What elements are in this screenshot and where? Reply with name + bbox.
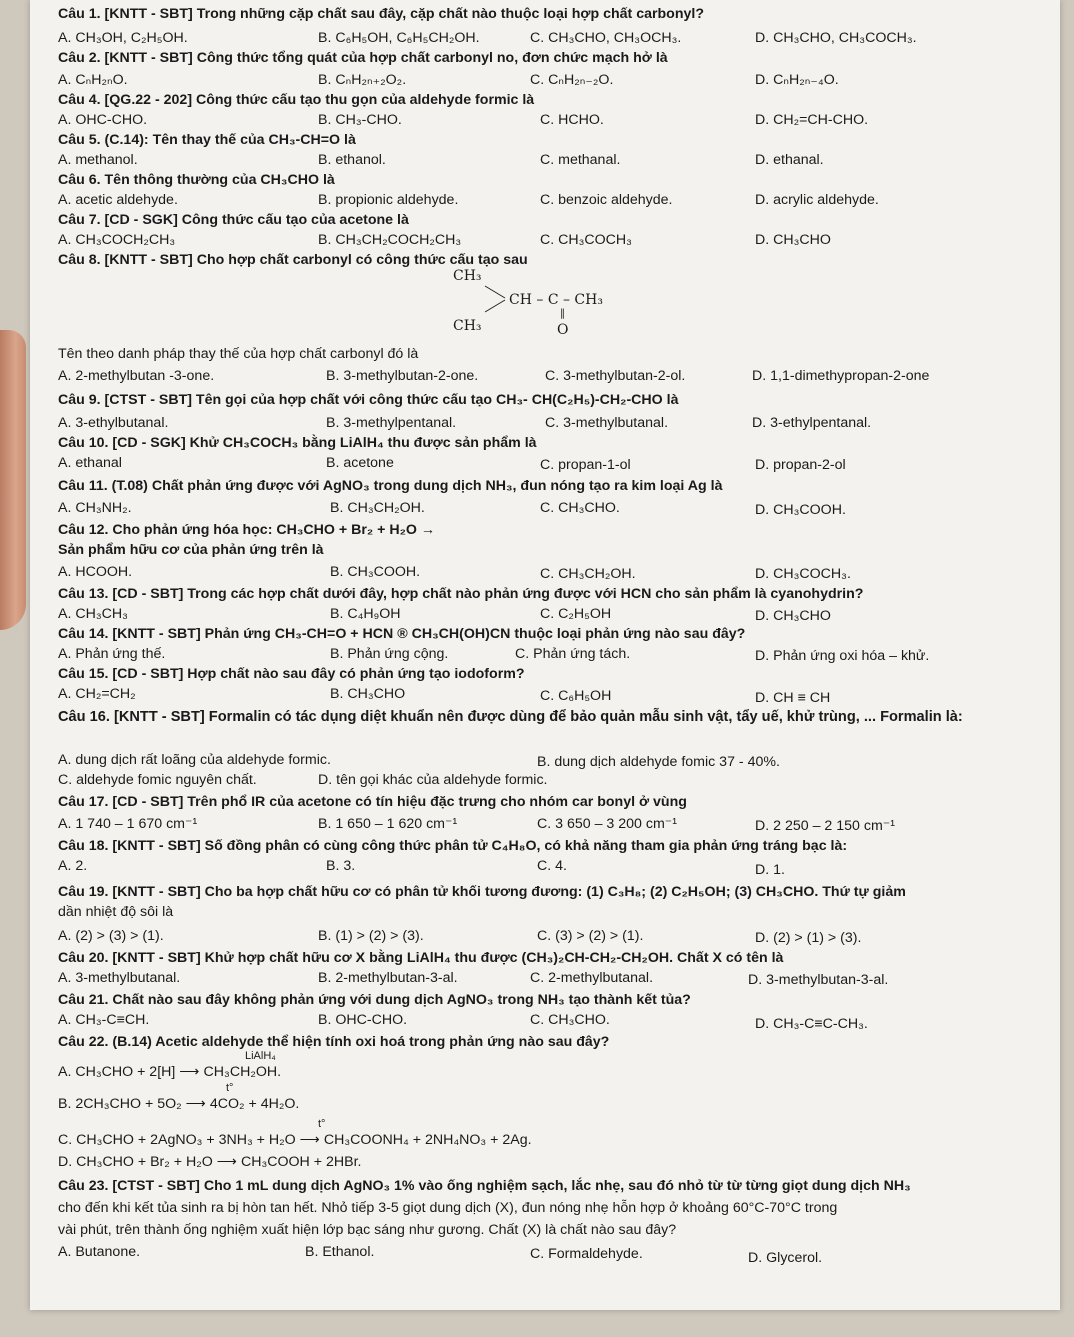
formula-oxygen: O [557, 322, 569, 338]
option-9b: B. acetone [326, 455, 394, 471]
option-4a: A. methanol. [58, 152, 138, 168]
option-5b: B. propionic aldehyde. [318, 192, 459, 208]
option-4c: C. methanal. [540, 152, 621, 168]
option-10b: B. CH₃CH₂OH. [330, 500, 425, 516]
option-16b: B. 1 650 – 1 620 cm⁻¹ [318, 816, 458, 832]
option-12d: D. CH₃CHO [755, 608, 831, 624]
question-2: Câu 2. [KNTT - SBT] Công thức tổng quát của hợp chất carbonyl no, đơn chức mạch hở là [58, 50, 668, 66]
option-16a: A. 1 740 – 1 670 cm⁻¹ [58, 816, 198, 832]
option-9d: D. propan-2-ol [755, 457, 846, 473]
question-11: Câu 12. Cho phản ứng hóa học: CH₃CHO + Br₂ + H₂O → [58, 522, 436, 538]
option-10d: D. CH₃COOH. [755, 502, 846, 518]
option-22a: A. Butanone. [58, 1244, 141, 1260]
option-21b: B. 2CH₃CHO + 5O₂ ⟶ 4CO₂ + 4H₂O. [58, 1096, 300, 1112]
option-20d: D. CH₃-C≡C-CH₃. [755, 1016, 868, 1032]
option-6d: D. CH₃CHO [755, 232, 831, 248]
option-7d: D. 1,1-dimethypropan-2-one [752, 368, 930, 384]
option-3c: C. HCHO. [540, 112, 604, 128]
option-4d: D. ethanal. [755, 152, 824, 168]
option-13a: A. Phản ứng thế. [58, 646, 166, 662]
option-14d: D. CH ≡ CH [755, 690, 831, 706]
option-20a: A. CH₃-C≡CH. [58, 1012, 150, 1028]
question-12: Câu 13. [CD - SBT] Trong các hợp chất dưới đây, hợp chất nào phản ứng được với HCN cho sản phẩm là cyanohydrin? [58, 586, 864, 602]
option-15a: A. dung dịch rất loãng của aldehyde formic. [58, 752, 331, 768]
question-17: Câu 18. [KNTT - SBT] Số đồng phân có cùng công thức phân tử C₄H₈O, có khả năng tham gia phản ứng tráng bạc là: [58, 838, 848, 854]
formula-double-bond: ‖ [560, 308, 565, 319]
option-17d: D. 1. [755, 862, 785, 878]
option-3a: A. OHC-CHO. [58, 112, 148, 128]
option-1a: A. CH₃OH, C₂H₅OH. [58, 30, 188, 46]
question-13: Câu 14. [KNTT - SBT] Phản ứng CH₃-CH=O + HCN ® CH₃CH(OH)CN thuộc loại phản ứng nào sau đây? [58, 626, 746, 642]
option-14c: C. C₆H₅OH [540, 688, 612, 704]
option-11b: B. CH₃COOH. [330, 564, 421, 580]
option-13b: B. Phản ứng cộng. [330, 646, 449, 662]
option-16d: D. 2 250 – 2 150 cm⁻¹ [755, 818, 895, 834]
option-21a-condition: LiAlH₄ [245, 1050, 276, 1062]
option-2a: A. CₙH₂ₙO. [58, 72, 128, 88]
option-2d: D. CₙH₂ₙ₋₄O. [755, 72, 839, 88]
formula-ch3-bottom: CH₃ [453, 318, 482, 334]
question-5: Câu 6. Tên thông thường của CH₃CHO là [58, 172, 335, 188]
option-2b: B. CₙH₂ₙ₊₂O₂. [318, 72, 407, 88]
option-10c: C. CH₃CHO. [540, 500, 620, 516]
option-3d: D. CH₂=CH-CHO. [755, 112, 869, 128]
option-21a: A. CH₃CHO + 2[H] ⟶ CH₃CH₂OH. [58, 1064, 282, 1080]
option-18c: C. (3) > (2) > (1). [537, 928, 644, 944]
option-7a: A. 2-methylbutan -3-one. [58, 368, 215, 384]
option-18b: B. (1) > (2) > (3). [318, 928, 424, 944]
option-18d: D. (2) > (1) > (3). [755, 930, 862, 946]
option-8b: B. 3-methylpentanal. [326, 415, 457, 431]
option-18a: A. (2) > (3) > (1). [58, 928, 164, 944]
question-4: Câu 5. (C.14): Tên thay thế của CH₃-CH=O là [58, 132, 356, 148]
option-5a: A. acetic aldehyde. [58, 192, 178, 208]
option-21d: D. CH₃CHO + Br₂ + H₂O ⟶ CH₃COOH + 2HBr. [58, 1154, 362, 1170]
option-14b: B. CH₃CHO [330, 686, 406, 702]
option-3b: B. CH₃-CHO. [318, 112, 402, 128]
option-6c: C. CH₃COCH₃ [540, 232, 632, 248]
hand-holding-paper [0, 330, 26, 630]
option-19c: C. 2-methylbutanal. [530, 970, 654, 986]
question-22-stem3: vài phút, trên thành ống nghiệm xuất hiện lớp bạc sáng như gương. Chất (X) là chất nào sau đây? [58, 1222, 677, 1238]
question-11-stem2: Sản phẩm hữu cơ của phản ứng trên là [58, 542, 324, 558]
option-9c: C. propan-1-ol [540, 457, 631, 473]
option-19a: A. 3-methylbutanal. [58, 970, 181, 986]
option-15b: B. dung dịch aldehyde fomic 37 - 40%. [537, 754, 780, 770]
option-1b: B. C₆H₅OH, C₆H₅CH₂OH. [318, 30, 480, 46]
question-21: Câu 22. (B.14) Acetic aldehyde thể hiện tính oxi hoá trong phản ứng nào sau đây? [58, 1034, 610, 1050]
question-15: Câu 16. [KNTT - SBT] Formalin có tác dụng diệt khuẩn nên được dùng để bảo quản mẫu sinh vật, tẩy uế, khử trùng, ... Formalin là: [58, 709, 963, 725]
question-7-stem2: Tên theo danh pháp thay thế của hợp chất carbonyl đó là [58, 346, 419, 362]
option-9a: A. ethanal [58, 455, 122, 471]
option-13d: D. Phản ứng oxi hóa – khử. [755, 648, 930, 664]
question-20: Câu 21. Chất nào sau đây không phản ứng với dung dịch AgNO₃ trong NH₃ tạo thành kết tủa? [58, 992, 691, 1008]
question-19: Câu 20. [KNTT - SBT] Khử hợp chất hữu cơ X bằng LiAlH₄ thu được (CH₃)₂CH-CH₂-CH₂OH. Chất X có tên là [58, 950, 784, 966]
option-17b: B. 3. [326, 858, 356, 874]
option-12c: C. C₂H₅OH [540, 606, 612, 622]
option-12b: B. C₄H₉OH [330, 606, 401, 622]
option-11a: A. HCOOH. [58, 564, 133, 580]
formula-ch3-top: CH₃ [453, 268, 482, 284]
option-2c: C. CₙH₂ₙ₋₂O. [530, 72, 614, 88]
option-17c: C. 4. [537, 858, 567, 874]
formula-chain: CH – C – CH₃ [509, 292, 603, 308]
option-14a: A. CH₂=CH₂ [58, 686, 136, 702]
question-22: Câu 23. [CTST - SBT] Cho 1 mL dung dịch AgNO₃ 1% vào ống nghiệm sạch, lắc nhẹ, sau đó nhỏ từ từ từng giọt dung dịch NH₃ [58, 1178, 911, 1194]
formula-bonds [483, 282, 509, 316]
question-6: Câu 7. [CD - SGK] Công thức cấu tạo của acetone là [58, 212, 409, 228]
option-20b: B. OHC-CHO. [318, 1012, 408, 1028]
option-1c: C. CH₃CHO, CH₃OCH₃. [530, 30, 682, 46]
option-15c: C. aldehyde fomic nguyên chất. [58, 772, 257, 788]
option-22c: C. Formaldehyde. [530, 1246, 643, 1262]
option-15d: D. tên gọi khác của aldehyde formic. [318, 772, 548, 788]
option-19b: B. 2-methylbutan-3-al. [318, 970, 458, 986]
option-20c: C. CH₃CHO. [530, 1012, 610, 1028]
option-17a: A. 2. [58, 858, 88, 874]
option-1d: D. CH₃CHO, CH₃COCH₃. [755, 30, 917, 46]
question-3: Câu 4. [QG.22 - 202] Công thức cấu tạo thu gọn của aldehyde formic là [58, 92, 535, 108]
option-21b-condition: t° [226, 1082, 234, 1094]
option-11c: C. CH₃CH₂OH. [540, 566, 636, 582]
option-10a: A. CH₃NH₂. [58, 500, 132, 516]
option-12a: A. CH₃CH₃ [58, 606, 128, 622]
option-22b: B. Ethanol. [305, 1244, 375, 1260]
option-8c: C. 3-methylbutanal. [545, 415, 669, 431]
question-14: Câu 15. [CD - SBT] Hợp chất nào sau đây có phản ứng tạo iodoform? [58, 666, 525, 682]
question-16: Câu 17. [CD - SBT] Trên phổ IR của acetone có tín hiệu đặc trưng cho nhóm car bonyl ở vùng [58, 794, 687, 810]
option-6b: B. CH₃CH₂COCH₂CH₃ [318, 232, 462, 248]
question-7: Câu 8. [KNTT - SBT] Cho hợp chất carbonyl có công thức cấu tạo sau [58, 252, 528, 268]
option-19d: D. 3-methylbutan-3-al. [748, 972, 889, 988]
option-5c: C. benzoic aldehyde. [540, 192, 673, 208]
question-18-stem2: dần nhiệt độ sôi là [58, 904, 174, 920]
question-10: Câu 11. (T.08) Chất phản ứng được với AgNO₃ trong dung dịch NH₃, đun nóng tạo ra kim loại Ag là [58, 478, 723, 494]
option-16c: C. 3 650 – 3 200 cm⁻¹ [537, 816, 677, 832]
option-4b: B. ethanol. [318, 152, 386, 168]
option-13c: C. Phản ứng tách. [515, 646, 631, 662]
option-22d: D. Glycerol. [748, 1250, 823, 1266]
option-11d: D. CH₃COCH₃. [755, 566, 851, 582]
option-8a: A. 3-ethylbutanal. [58, 415, 169, 431]
question-18: Câu 19. [KNTT - SBT] Cho ba hợp chất hữu cơ có phân tử khối tương đương: (1) C₃H₈; (2) C₂H₅OH; (3) CH₃CHO. Thứ tự giảm [58, 884, 906, 900]
question-1: Câu 1. [KNTT - SBT] Trong những cặp chất sau đây, cặp chất nào thuộc loại hợp chất carbonyl? [58, 6, 704, 22]
option-8d: D. 3-ethylpentanal. [752, 415, 872, 431]
question-9: Câu 10. [CD - SGK] Khử CH₃COCH₃ bằng LiAlH₄ thu được sản phẩm là [58, 435, 537, 451]
option-5d: D. acrylic aldehyde. [755, 192, 879, 208]
question-8: Câu 9. [CTST - SBT] Tên gọi của hợp chất với công thức cấu tạo CH₃- CH(C₂H₅)-CH₂-CHO là [58, 392, 679, 408]
option-7b: B. 3-methylbutan-2-one. [326, 368, 479, 384]
option-21c: C. CH₃CHO + 2AgNO₃ + 3NH₃ + H₂O ⟶ CH₃COONH₄ + 2NH₄NO₃ + 2Ag. [58, 1132, 532, 1148]
option-21c-condition: t° [318, 1118, 326, 1130]
option-6a: A. CH₃COCH₂CH₃ [58, 232, 176, 248]
option-7c: C. 3-methylbutan-2-ol. [545, 368, 686, 384]
question-22-stem2: cho đến khi kết tủa sinh ra bị hòn tan hết. Nhỏ tiếp 3-5 giọt dung dịch (X), đun nóng nhẹ hỗn hợp ở khoảng 60°C-70°C trong [58, 1200, 838, 1216]
